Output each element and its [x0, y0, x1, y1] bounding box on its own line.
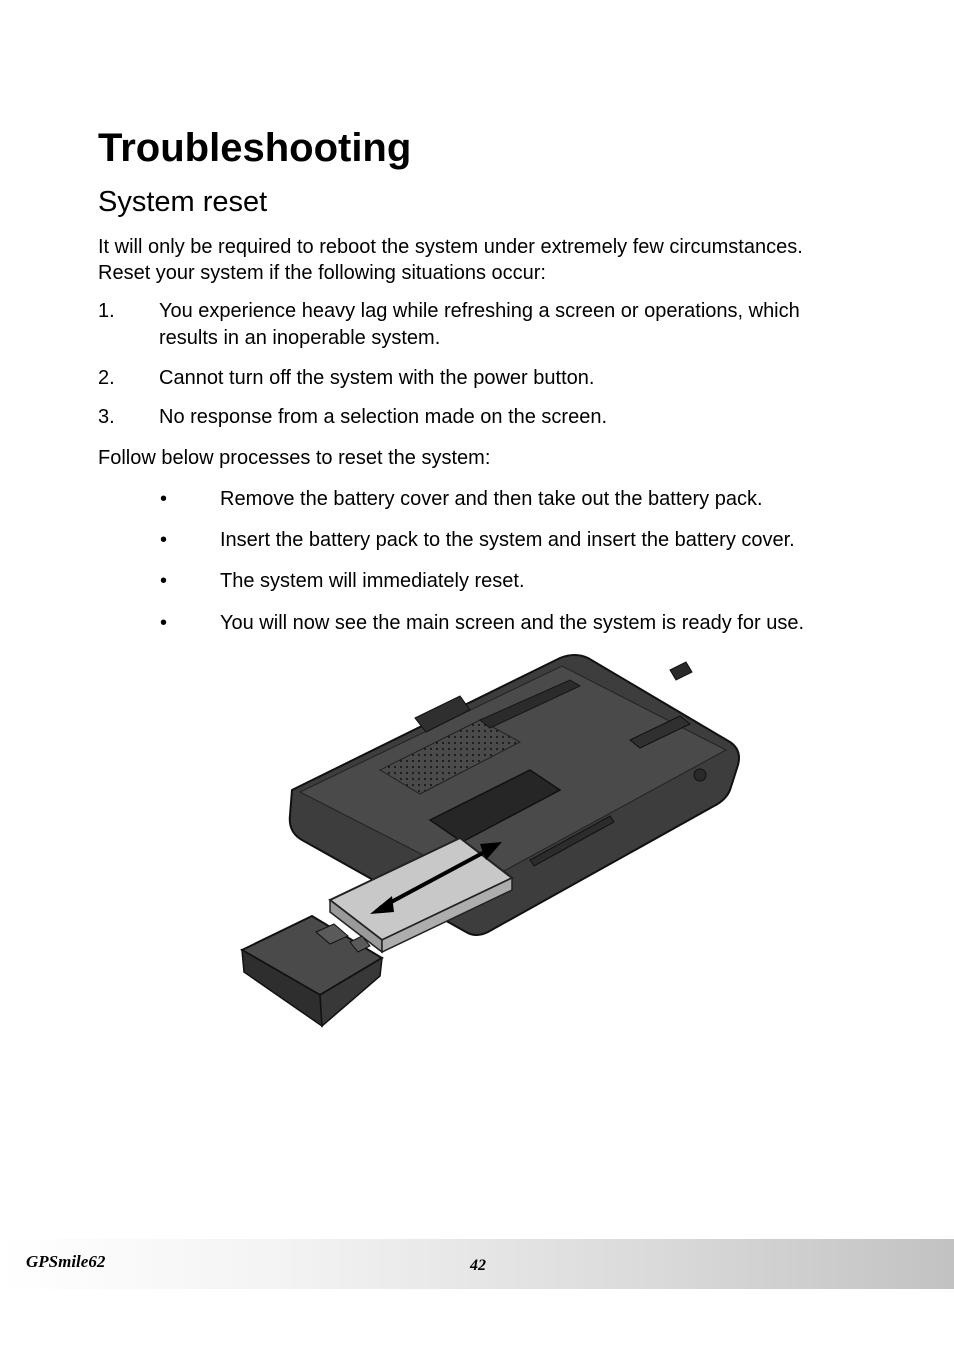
situation-number: 3.: [98, 406, 115, 428]
step-text: Insert the battery pack to the system and insert the battery cover.: [220, 529, 795, 551]
situation-text: No response from a selection made on the screen.: [159, 406, 608, 428]
situation-text: Cannot turn off the system with the power button.: [159, 367, 595, 389]
situation-text: You experience heavy lag while refreshing a screen or operations, which results in an inoperable system.: [159, 300, 800, 349]
bullet-icon: •: [160, 612, 168, 634]
bullet-icon: •: [160, 488, 168, 510]
bullet-icon: •: [160, 570, 168, 592]
step-text: You will now see the main screen and the system is ready for use.: [220, 612, 805, 634]
section-title: System reset: [98, 186, 268, 218]
page-number: 42: [470, 1257, 486, 1274]
follow-paragraph: Follow below processes to reset the system:: [98, 447, 491, 469]
step-text: Remove the battery cover and then take out the battery pack.: [220, 488, 763, 510]
page-title: Troubleshooting: [98, 126, 412, 170]
step-text: The system will immediately reset.: [220, 570, 525, 592]
intro-paragraph: It will only be required to reboot the system under extremely few circumstances. Reset your system if the following situations occur:: [98, 236, 803, 284]
situation-number: 2.: [98, 367, 115, 389]
situation-number: 1.: [98, 300, 115, 322]
bullet-icon: •: [160, 529, 168, 551]
device-battery-removal-illustration: [230, 650, 750, 1040]
footer-brand: GPSmile62: [26, 1252, 106, 1271]
